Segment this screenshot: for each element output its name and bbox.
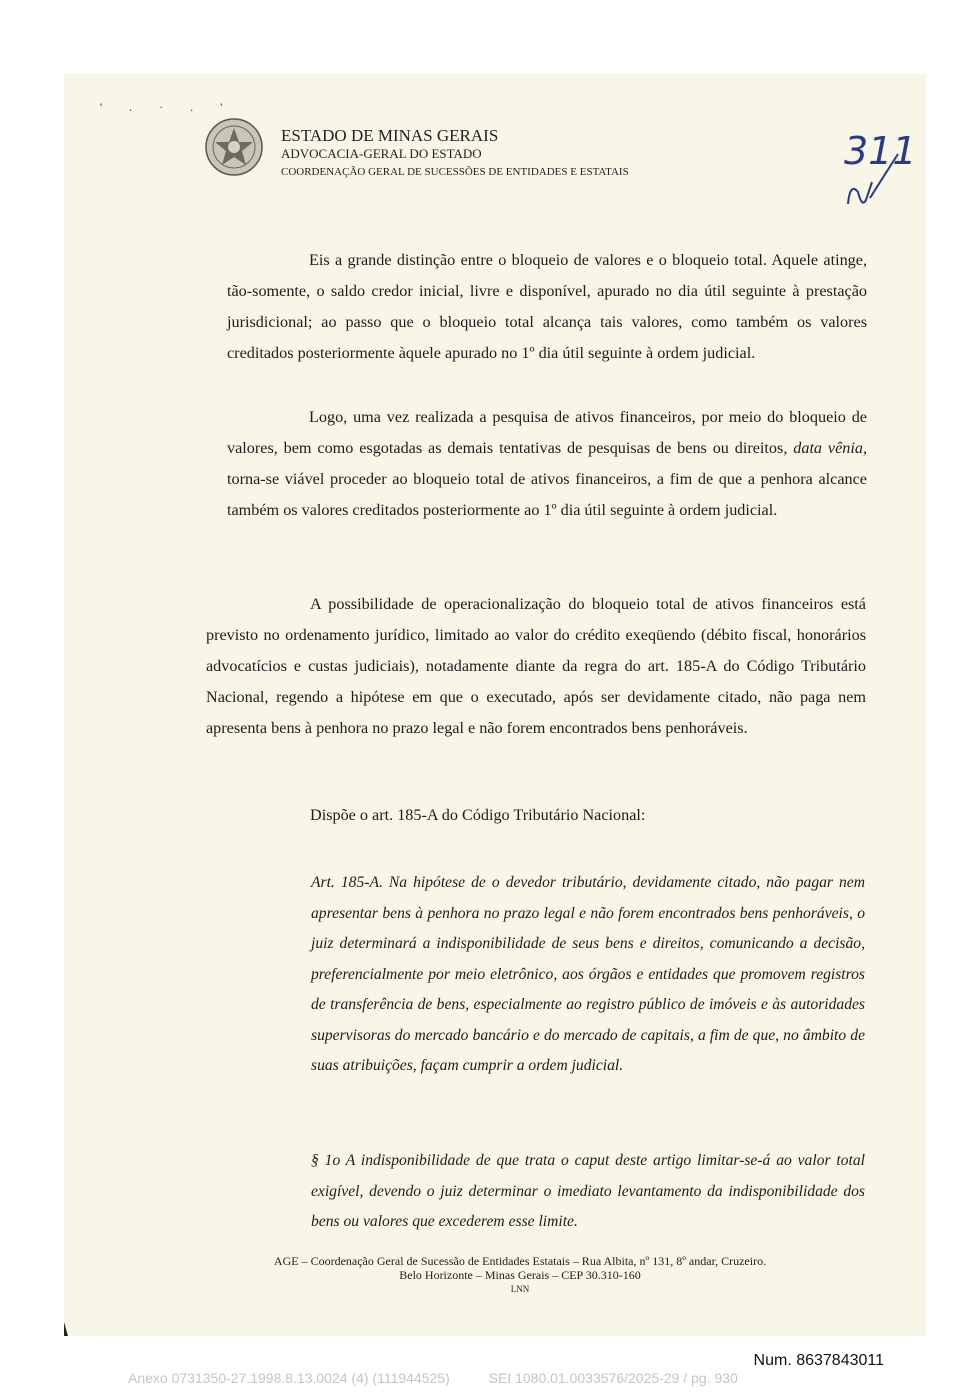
state-coat-of-arms-icon xyxy=(204,117,264,177)
citation-intro: Dispõe o art. 185-A do Código Tributário Nacional: xyxy=(310,806,646,824)
letterhead-department: COORDENAÇÃO GERAL DE SUCESSÕES DE ENTIDADES E ESTATAIS xyxy=(281,166,629,178)
paragraph-2-latin-phrase: data vênia, xyxy=(793,439,867,457)
handwritten-number: 311 xyxy=(844,129,917,173)
scan-specks: ' . · . ' xyxy=(100,100,235,114)
letterhead xyxy=(281,126,629,182)
paragraph-3: A possibilidade de operacionalização do bloqueio total de ativos financeiros está previsto no ordenamento jurídico, limitado ao valor do crédito exeqüendo (débito fiscal, honorários advocatícios e custas judiciais), notadamente diante da regra do art. 185-A do Código Tributário Nacional, regendo a hipótese em que o executado, após ser devidamente citado, não paga nem apresenta bens à penhora no prazo legal e não forem encontrados bens penhoráveis. xyxy=(206,595,866,737)
paragraph-2 xyxy=(227,402,867,526)
footer-address: AGE – Coordenação Geral de Sucessão de Entidades Estatais – Rua Albita, nº 131, 8º andar, Cruzeiro. xyxy=(273,1254,767,1268)
paragraph-2-text: Logo, uma vez realizada a pesquisa de ativos financeiros, por meio do bloqueio de valores, bem como esgotadas as demais tentativas de pesquisas de bens ou direitos, xyxy=(227,408,867,457)
letterhead-agency: ADVOCACIA-GERAL DO ESTADO xyxy=(281,146,482,161)
quoted-article: Art. 185-A. Na hipótese de o devedor tributário, devidamente citado, não pagar nem apresentar bens à penhora no prazo legal e não forem encontrados bens penhoráveis, o juiz determinará a indisponibilidade de seus bens e direitos, comunicando a decisão, preferencialmente por meio eletrônico, aos órgãos e entidades que promovem registros de transferência de bens, especialmente ao registro público de imóveis e às autoridades supervisoras do mercado bancário e do mercado de capitais, a fim de que, no âmbito de suas atribuições, façam cumprir a ordem judicial. xyxy=(311,874,865,1074)
attachment-stamp xyxy=(128,1370,738,1386)
handwritten-page-number xyxy=(836,112,917,222)
page-footer xyxy=(210,1254,830,1296)
quoted-paragraph: § 1o A indisponibilidade de que trata o caput deste artigo limitar-se-á ao valor total exigível, devendo o juiz determinar o imediato levantamento da indisponibilidade dos bens ou valores que excederem esse limite. xyxy=(311,1152,865,1230)
letterhead-state: ESTADO DE MINAS GERAIS xyxy=(281,126,499,145)
footer-initials: LNN xyxy=(510,1284,530,1294)
document-number: Num. 8637843011 xyxy=(753,1352,884,1369)
paragraph-1: Eis a grande distinção entre o bloqueio de valores e o bloqueio total. Aquele atinge, tão-somente, o saldo credor inicial, livre e disponível, apurado no dia útil seguinte à prestação jurisdicional; ao passo que o bloqueio total alcança tais valores, como também os valores creditados posteriormente àquele apurado no 1º dia útil seguinte à ordem judicial. xyxy=(227,251,867,362)
attachment-ref: Anexo 0731350-27.1998.8.13.0024 (4) (111944525) xyxy=(128,1370,450,1386)
scan-corner-mark xyxy=(64,1322,68,1336)
footer-city: Belo Horizonte – Minas Gerais – CEP 30.310-160 xyxy=(399,1268,641,1282)
paragraph-2-text-end: torna-se viável proceder ao bloqueio total de ativos financeiros, a fim de que a penhora alcance também os valores creditados posteriormente ao 1º dia útil seguinte à ordem judicial. xyxy=(227,470,867,519)
sei-page-ref: SEI 1080.01.0033576/2025-29 / pg. 930 xyxy=(488,1370,738,1386)
